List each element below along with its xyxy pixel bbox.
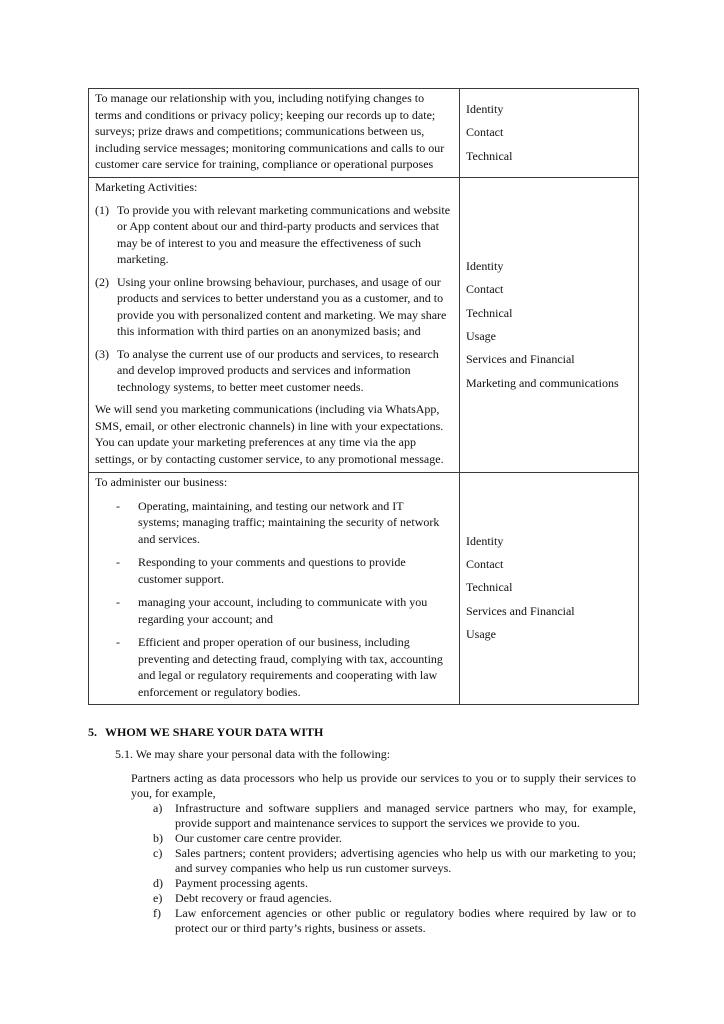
data-type-item: Usage <box>466 626 496 641</box>
purpose-data-table <box>88 88 639 705</box>
subsection-heading: 5.1. We may share your personal data with the following: <box>115 747 391 761</box>
list-text: Infrastructure and software suppliers and managed service partners who may, for example, provide support and maintenance services to support the services we provide to you. <box>175 801 636 830</box>
purpose-cell <box>89 473 460 705</box>
purpose-text: To manage our relationship with you, including notifying changes to terms and conditions or privacy policy; keeping our records up to date; surveys; prize draws and competitions; communications between us, including service messages; monitoring communications and calls to our customer care service for training, compliance or operational purposes <box>95 91 445 171</box>
dash-bullet: - <box>116 595 120 609</box>
list-item <box>153 906 636 936</box>
data-type-item: Technical <box>466 148 513 163</box>
list-text: Payment processing agents. <box>175 876 308 890</box>
marketing-closing-paragraph: We will send you marketing communications (including via WhatsApp, SMS, email, or other electronic channels) in line with your expectations. You can update your marketing preferences at any time via the app settings, or by contacting customer service, to any promotional message. <box>95 402 444 466</box>
list-label: d) <box>153 876 163 890</box>
section-number: 5. <box>88 725 97 739</box>
data-type-item: Usage <box>466 329 496 343</box>
data-type-item: Technical <box>466 305 513 320</box>
item-text: To analyse the current use of our products and services, to research and develop improved products and services and information technology systems, to better meet customer needs. <box>117 346 439 394</box>
dash-item <box>95 554 453 587</box>
partners-block <box>131 771 636 936</box>
purpose-cell <box>89 178 460 473</box>
list-text: Debt recovery or fraud agencies. <box>175 891 332 905</box>
list-label: c) <box>153 846 163 860</box>
table-row <box>89 178 639 473</box>
list-item <box>153 876 636 891</box>
list-label: a) <box>153 801 163 815</box>
item-text: Operating, maintaining, and testing our network and IT systems; managing traffic; maintaining the security of network and services. <box>138 498 440 546</box>
list-item <box>153 831 636 846</box>
data-type-item: Contact <box>466 125 504 140</box>
item-text: To provide you with relevant marketing communications and website or App content about our and third-party products and services that may be of interest to you and measure the effectiveness of such marketing. <box>117 202 451 266</box>
item-text: Responding to your comments and questions to provide customer support. <box>138 555 406 586</box>
list-label: f) <box>153 906 161 920</box>
table-row <box>89 473 639 705</box>
list-text: Our customer care centre provider. <box>175 831 342 845</box>
section-heading <box>88 724 323 741</box>
data-types-cell <box>460 473 639 705</box>
partners-intro: Partners acting as data processors who help us provide our services to you or to supply their services to you, for example, <box>131 771 636 800</box>
item-number: (2) <box>95 274 109 289</box>
data-type-item: Identity <box>466 102 504 117</box>
dash-item <box>95 594 453 627</box>
data-type-item: Marketing and communications <box>466 375 619 390</box>
numbered-item <box>95 202 453 268</box>
dash-item <box>95 634 453 700</box>
numbered-item <box>95 346 453 396</box>
item-text: Efficient and proper operation of our business, including preventing and detecting fraud, complying with tax, accounting and legal or regulatory requirements and cooperating with law enforcement or regulatory bodies. <box>138 635 443 699</box>
dash-bullet: - <box>116 555 120 569</box>
data-types-cell <box>460 89 639 178</box>
data-type-item: Contact <box>466 557 504 572</box>
data-type-item: Identity <box>466 533 504 548</box>
purpose-cell <box>89 89 460 178</box>
data-type-item: Identity <box>466 259 504 274</box>
list-text: Law enforcement agencies or other public or regulatory bodies where required by law or to protect our or third party’s rights, business or assets. <box>175 906 636 935</box>
table-row <box>89 89 639 178</box>
data-type-item: Services and Financial <box>466 352 575 367</box>
dash-bullet: - <box>116 498 120 513</box>
purpose-heading: To administer our business: <box>95 475 228 489</box>
dash-bullet: - <box>116 635 120 649</box>
list-label: e) <box>153 891 163 905</box>
numbered-item <box>95 274 453 340</box>
dash-item <box>95 498 453 548</box>
partners-list <box>131 801 636 936</box>
list-label: b) <box>153 831 163 845</box>
list-text: Sales partners; content providers; advertising agencies who help us with our marketing to you; and survey companies who help us run customer surveys. <box>175 846 636 875</box>
item-number: (1) <box>95 202 109 217</box>
purpose-heading: Marketing Activities: <box>95 180 198 194</box>
section-title: WHOM WE SHARE YOUR DATA WITH <box>105 725 324 739</box>
list-item <box>153 801 636 831</box>
data-type-item: Technical <box>466 580 513 595</box>
data-type-item: Contact <box>466 282 504 297</box>
item-text: managing your account, including to communicate with you regarding your account; and <box>138 595 428 626</box>
list-item <box>153 846 636 876</box>
list-item <box>153 891 636 906</box>
item-number: (3) <box>95 346 109 361</box>
data-types-cell <box>460 178 639 473</box>
item-text: Using your online browsing behaviour, purchases, and usage of our products and services to better understand you as a customer, and to provide you with personalized content and marketing. We may share this information with third parties on an anonymized basis; and <box>117 274 447 338</box>
data-type-item: Services and Financial <box>466 603 575 618</box>
